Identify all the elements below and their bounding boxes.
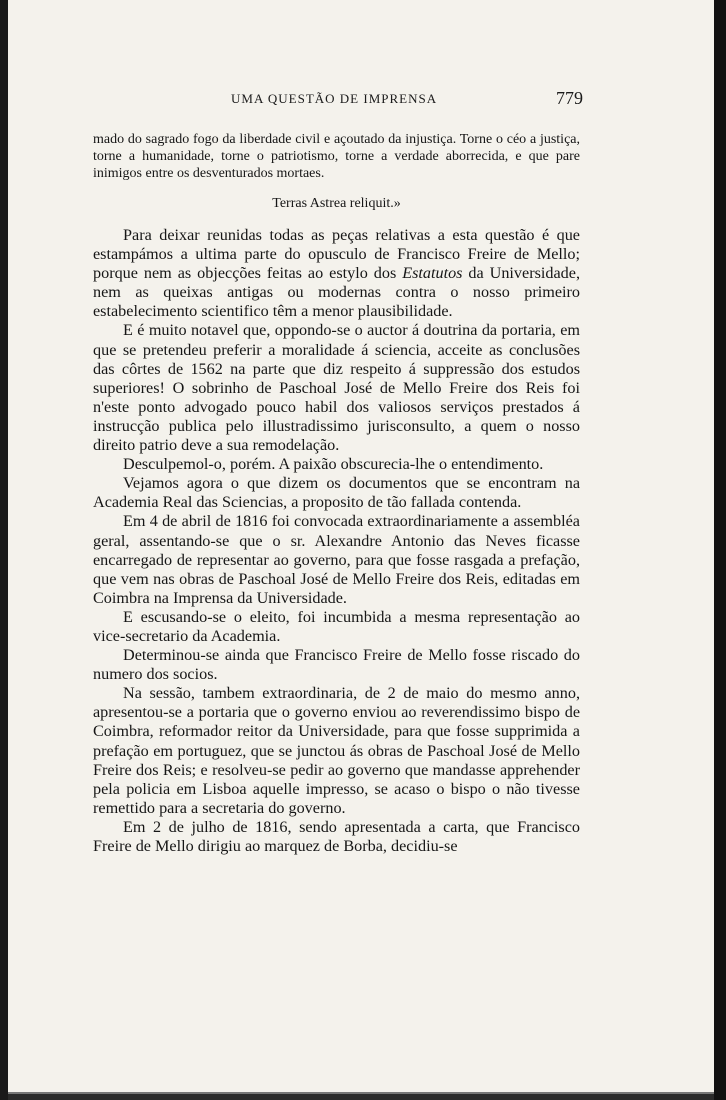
page-number: 779 (556, 88, 583, 108)
paragraph-8: Na sessão, tambem extraordinaria, de 2 de maio do mesmo anno, apresentou-se a portaria que o governo enviou ao reverendissimo bispo de Coimbra, reformador reitor da Universidade, para que fosse supprimida a prefação em portuguez, que se junctou ás obras de Paschoal José de Mello Freire dos Reis; e resolveu-se pedir ao governo que mandasse apprehender pela policia em Lisboa aquelle impresso, se acaso o bispo o não tivesse remettido para a secretaria do governo. (93, 684, 580, 817)
paragraph-1-part-b: da Universidade, nem as queixas antigas ou modernas contra o nosso primeiro estabelecimento scientifico têm a menor plausibilidade. (93, 264, 580, 321)
paragraph-5: Em 4 de abril de 1816 foi convocada extraordinariamente a assembléa geral, assentando-se que o sr. Alexandre Antonio das Neves ficasse encarregado de representar ao governo, para que fosse rasgada a prefação, que vem nas obras de Paschoal José de Mello Freire dos Reis, editadas em Coimbra na Imprensa da Universidade. (93, 512, 580, 607)
scan-edge-right (714, 0, 726, 1100)
paragraph-3: Desculpemol-o, porém. A paixão obscurecia-lhe o entendimento. (123, 455, 544, 474)
paragraph-2: E é muito notavel que, oppondo-se o auctor á doutrina da portaria, em que se pretendeu preferir a moralidade á sciencia, acceite as conclusões das côrtes de 1562 na parte que diz respeito á suppressão dos estudos superiores! O sobrinho de Paschoal José de Mello Freire dos Reis foi n'este ponto advogado pouco habil dos valiosos serviços prestados á instrucção publica pelo illustradissimo jurisconsulto, a quem o nosso direito patrio deve a sua remodelação. (93, 321, 580, 455)
paragraph-4: Vejamos agora o que dizem os documentos que se encontram na Academia Real das Sciencias, a proposito de tão fallada contenda. (93, 474, 580, 512)
paragraph-6: E escusando-se o eleito, foi incumbida a mesma representação ao vice-secretario da Academia. (93, 607, 580, 645)
continuation-paragraph: mado do sagrado fogo da liberdade civil e açoutado da injustiça. Torne o céo a justiça, torne a humanidade, torne o patriotismo, torne a verdade aborrecida, e que pare inimigos entre os desventurados mortaes. (93, 132, 580, 181)
paragraph-7: Determinou-se ainda que Francisco Freire de Mello fosse riscado do numero dos socios. (93, 646, 580, 684)
scan-edge-left (0, 0, 8, 1100)
paragraph-1-part-a: Para deixar reunidas todas as peças relativas a esta questão é que estampámos a ultima parte do opusculo de Francisco Freire de Mello; porque nem as objecções feitas ao estylo dos (93, 226, 580, 283)
paragraph-9: Em 2 de julho de 1816, sendo apresentada a carta, que Francisco Freire de Mello dirigiu ao marquez de Borba, decidiu-se (93, 817, 580, 855)
page-header (93, 88, 583, 110)
running-title: UMA QUESTÃO DE IMPRENSA (231, 91, 438, 106)
page-body (93, 131, 580, 856)
latin-quote: Terras Astrea reliquit.» (272, 196, 401, 211)
book-page (8, 0, 714, 1094)
paragraph-1 (93, 226, 580, 321)
paragraph-1-emphasis: Estatutos (402, 264, 463, 283)
